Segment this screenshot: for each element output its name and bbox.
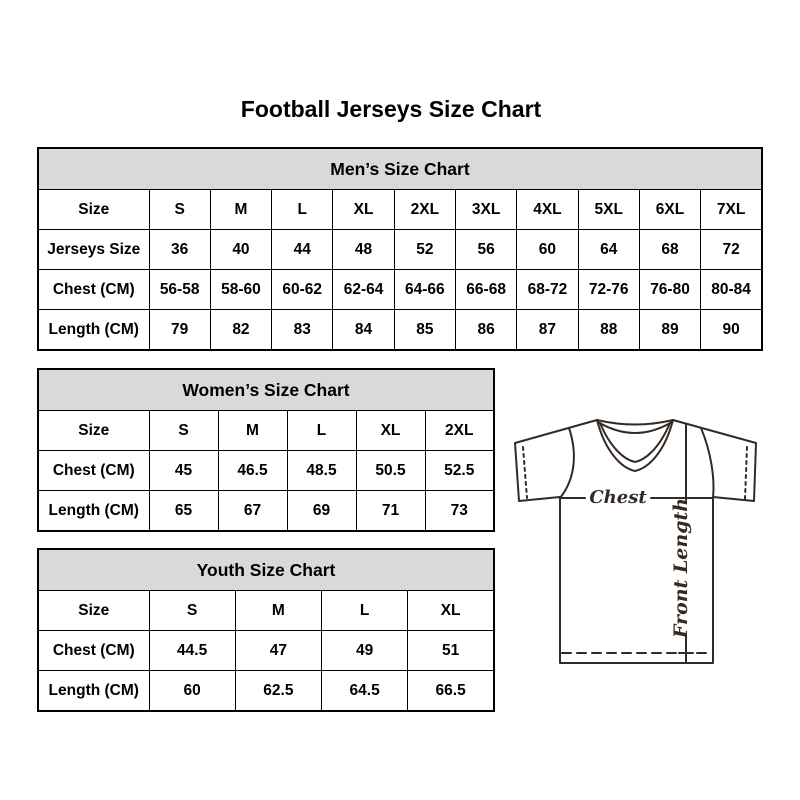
- table-row: [38, 451, 494, 491]
- mens-table-body: [38, 190, 762, 351]
- row-label-cell: Size: [38, 411, 149, 451]
- size-value-cell: 86: [455, 310, 516, 351]
- size-value-cell: 68-72: [517, 270, 578, 310]
- page-title: Football Jerseys Size Chart: [240, 96, 542, 122]
- size-value-cell: 85: [394, 310, 455, 351]
- size-value-cell: 66-68: [455, 270, 516, 310]
- size-value-cell: 65: [149, 491, 218, 532]
- row-label-cell: Chest (CM): [38, 270, 149, 310]
- size-value-cell: 90: [701, 310, 762, 351]
- size-value-cell: 46.5: [218, 451, 287, 491]
- size-value-cell: 56: [455, 230, 516, 270]
- youth-table-body: [38, 591, 494, 712]
- jersey-outline: [515, 420, 756, 663]
- size-value-cell: 64-66: [394, 270, 455, 310]
- size-value-cell: 60-62: [272, 270, 333, 310]
- table-row: [38, 230, 762, 270]
- size-value-cell: 3XL: [455, 190, 516, 230]
- jersey-measurement-diagram: [505, 410, 765, 670]
- size-value-cell: 69: [287, 491, 356, 532]
- left-cuff-stitch-line: [523, 447, 527, 498]
- size-value-cell: 45: [149, 451, 218, 491]
- left-sleeve-seam: [560, 428, 574, 498]
- size-value-cell: 88: [578, 310, 639, 351]
- size-value-cell: 2XL: [425, 411, 494, 451]
- chest-measure-label: Chest: [589, 487, 647, 508]
- size-value-cell: 44: [272, 230, 333, 270]
- size-value-cell: 73: [425, 491, 494, 532]
- mens-size-table: [37, 147, 763, 351]
- size-value-cell: XL: [356, 411, 425, 451]
- table-row: [38, 270, 762, 310]
- size-value-cell: 36: [149, 230, 210, 270]
- table-row: [38, 491, 494, 532]
- size-value-cell: 62-64: [333, 270, 394, 310]
- table-header-row: [38, 148, 762, 190]
- size-value-cell: 89: [639, 310, 700, 351]
- womens-table-body: [38, 411, 494, 532]
- size-value-cell: 50.5: [356, 451, 425, 491]
- size-value-cell: M: [218, 411, 287, 451]
- row-label-cell: Chest (CM): [38, 451, 149, 491]
- row-label-cell: Size: [38, 591, 149, 631]
- size-value-cell: 56-58: [149, 270, 210, 310]
- size-value-cell: 52: [394, 230, 455, 270]
- size-value-cell: XL: [333, 190, 394, 230]
- row-label-cell: Chest (CM): [38, 631, 149, 671]
- size-value-cell: 64: [578, 230, 639, 270]
- size-value-cell: M: [235, 591, 321, 631]
- table-row: [38, 411, 494, 451]
- size-value-cell: 51: [408, 631, 494, 671]
- table-header-row: [38, 549, 494, 591]
- size-value-cell: XL: [408, 591, 494, 631]
- size-value-cell: L: [272, 190, 333, 230]
- size-value-cell: 71: [356, 491, 425, 532]
- size-value-cell: 5XL: [578, 190, 639, 230]
- size-value-cell: 82: [210, 310, 271, 351]
- row-label-cell: Length (CM): [38, 491, 149, 532]
- table-header-row: [38, 369, 494, 411]
- size-value-cell: S: [149, 411, 218, 451]
- size-value-cell: 60: [517, 230, 578, 270]
- womens-size-table: [37, 368, 495, 532]
- youth-size-table: [37, 548, 495, 712]
- size-value-cell: 49: [322, 631, 408, 671]
- right-cuff-stitch-line: [745, 447, 747, 499]
- size-value-cell: 6XL: [639, 190, 700, 230]
- size-value-cell: 2XL: [394, 190, 455, 230]
- table-row: [38, 631, 494, 671]
- table-row: [38, 310, 762, 351]
- row-label-cell: Jerseys Size: [38, 230, 149, 270]
- row-label-cell: Length (CM): [38, 310, 149, 351]
- size-value-cell: 44.5: [149, 631, 235, 671]
- mens-table-title: Men’s Size Chart: [38, 148, 762, 190]
- size-value-cell: 68: [639, 230, 700, 270]
- size-value-cell: 64.5: [322, 671, 408, 712]
- size-value-cell: M: [210, 190, 271, 230]
- collar-back-arc-outer: [597, 420, 673, 425]
- size-value-cell: 67: [218, 491, 287, 532]
- size-value-cell: 60: [149, 671, 235, 712]
- size-value-cell: 62.5: [235, 671, 321, 712]
- size-value-cell: 7XL: [701, 190, 762, 230]
- size-value-cell: 4XL: [517, 190, 578, 230]
- size-value-cell: 52.5: [425, 451, 494, 491]
- row-label-cell: Size: [38, 190, 149, 230]
- table-row: [38, 591, 494, 631]
- size-value-cell: 76-80: [639, 270, 700, 310]
- size-value-cell: S: [149, 591, 235, 631]
- size-value-cell: 72-76: [578, 270, 639, 310]
- size-value-cell: S: [149, 190, 210, 230]
- table-row: [38, 190, 762, 230]
- size-value-cell: 72: [701, 230, 762, 270]
- right-sleeve-seam: [701, 428, 714, 498]
- size-value-cell: 48.5: [287, 451, 356, 491]
- size-value-cell: 66.5: [408, 671, 494, 712]
- size-value-cell: L: [322, 591, 408, 631]
- size-value-cell: 79: [149, 310, 210, 351]
- size-value-cell: 47: [235, 631, 321, 671]
- size-value-cell: 87: [517, 310, 578, 351]
- size-value-cell: 58-60: [210, 270, 271, 310]
- size-value-cell: 48: [333, 230, 394, 270]
- size-value-cell: L: [287, 411, 356, 451]
- table-row: [38, 671, 494, 712]
- size-value-cell: 80-84: [701, 270, 762, 310]
- size-value-cell: 40: [210, 230, 271, 270]
- size-value-cell: 83: [272, 310, 333, 351]
- front-length-measure-label: Front Length: [670, 497, 692, 639]
- womens-table-title: Women’s Size Chart: [38, 369, 494, 411]
- size-value-cell: 84: [333, 310, 394, 351]
- row-label-cell: Length (CM): [38, 671, 149, 712]
- youth-table-title: Youth Size Chart: [38, 549, 494, 591]
